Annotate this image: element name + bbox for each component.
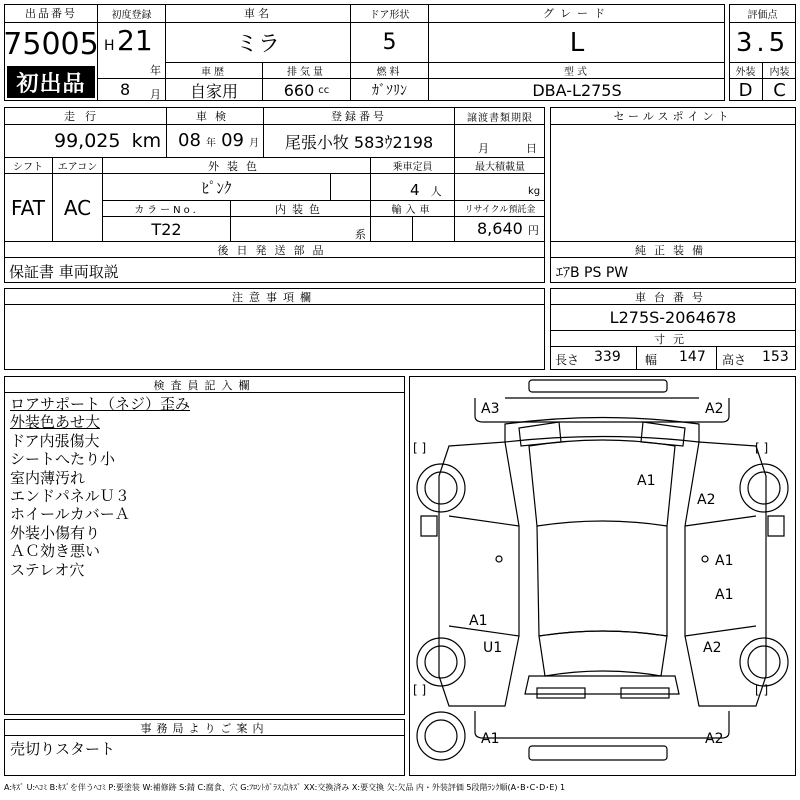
interior-label: 内装 — [769, 67, 790, 78]
length-value: 339 — [594, 349, 621, 365]
bracket-right-bottom: [ ] — [755, 683, 769, 697]
fuel: ｶﾞｿﾘﾝ — [372, 83, 407, 99]
bracket-left-bottom: [ ] — [413, 683, 427, 697]
inspector-notes — [10, 395, 190, 579]
exterior-color-label: 外装色 — [208, 159, 265, 173]
exterior-label: 外装 — [735, 67, 756, 78]
shift-value: FAT — [10, 196, 45, 220]
month-number: 8 — [120, 80, 131, 99]
score-label: 評価点 — [747, 9, 778, 21]
inspector-line: ステレオ穴 — [10, 560, 85, 579]
transfer-day: 日 — [526, 142, 537, 155]
mark-a2-rear-right: A2 — [703, 640, 722, 656]
car-name: ミラ — [235, 32, 280, 57]
chassis-label: 車台番号 — [635, 290, 711, 304]
mark-a3: A3 — [481, 401, 500, 417]
door-count: 5 — [382, 30, 397, 55]
fuel-label: 燃料 — [376, 67, 403, 78]
dimensions-label: 寸元 — [654, 332, 692, 346]
lot-number: 75005 — [3, 26, 99, 62]
import-label: 輸入車 — [391, 205, 434, 216]
recycle-unit: 円 — [527, 224, 539, 237]
color-number: T22 — [151, 220, 182, 239]
transfer-deadline-label: 譲渡書類期限 — [467, 112, 533, 124]
transfer-month: 月 — [478, 142, 489, 155]
history-label: 車歴 — [201, 67, 227, 78]
bracket-left-top: [ ] — [413, 441, 427, 455]
displacement-unit: cc — [318, 84, 330, 96]
mark-a2-right: A2 — [697, 492, 716, 508]
height-value: 153 — [762, 349, 789, 365]
inspection-month-unit: 月 — [249, 138, 260, 149]
inspector-line: 外装色あせ大 — [10, 413, 101, 432]
exterior-grade: D — [738, 79, 753, 101]
inspection-year-unit: 年 — [206, 138, 216, 149]
mark-a1-bottom-left: A1 — [481, 731, 500, 747]
mark-u1: U1 — [483, 640, 503, 656]
model-code-label: 型式 — [564, 67, 590, 78]
capacity-label: 乗車定員 — [392, 162, 433, 173]
max-load-label: 最大積載量 — [475, 162, 525, 173]
first-listing-badge: 初出品 — [7, 66, 95, 98]
capacity — [410, 180, 442, 199]
mark-a1-roof: A1 — [637, 473, 656, 489]
bracket-right-top: [ ] — [755, 441, 769, 455]
capacity-value: 4 — [410, 181, 420, 199]
mileage-value: 99,025 — [54, 130, 121, 152]
month-unit: 月 — [150, 88, 161, 101]
inspector-line: ＡＣ効き悪い — [10, 542, 101, 561]
mark-a2-top-right: A2 — [705, 401, 724, 417]
mark-a1-right-rear: A1 — [715, 587, 734, 603]
inspector-line: 外装小傷有り — [10, 523, 101, 542]
registration-label: 登録番号 — [331, 110, 387, 123]
parts-label: 後日発送部品 — [217, 243, 332, 257]
mileage — [54, 130, 161, 152]
inspector-line: ホイールカバーＡ — [10, 505, 130, 524]
parts-value: 保証書 車両取説 — [9, 263, 119, 281]
notes-label: 注意事項欄 — [232, 290, 317, 304]
ac-label: エアコン — [57, 162, 98, 173]
lot-number-label: 出品番号 — [25, 7, 77, 20]
mark-a2-bottom-right: A2 — [705, 731, 724, 747]
displacement-value: 660 — [283, 80, 315, 100]
door-type-label: ドア形状 — [369, 9, 410, 21]
inspector-line: 室内薄汚れ — [10, 468, 86, 487]
displacement — [263, 79, 350, 101]
inspection-year: 08 — [178, 130, 201, 151]
recycle-deposit — [477, 219, 539, 238]
inspector-line: シートへたり小 — [10, 450, 116, 469]
width-label: 幅 — [645, 353, 658, 367]
mark-a1-left: A1 — [469, 613, 488, 629]
grade: L — [569, 27, 585, 58]
model-code: DBA-L275S — [532, 80, 622, 100]
sales-points-label: セールスポイント — [613, 110, 733, 123]
mileage-label: 走行 — [64, 110, 106, 123]
office-label: 事務局よりご案内 — [140, 721, 269, 735]
inspector-label: 検査員記入欄 — [153, 378, 256, 392]
height-label: 高さ — [722, 353, 747, 367]
ac-value: AC — [63, 196, 92, 220]
history: 自家用 — [189, 81, 238, 101]
equipment-value: ｴｱB PS PW — [556, 265, 629, 281]
interior-color-label: 内装色 — [275, 202, 326, 216]
length-label: 長さ — [555, 353, 580, 367]
inspection-label: 車検 — [196, 110, 234, 123]
score: 3.5 — [735, 27, 790, 58]
exterior-color: ﾋﾟﾝｸ — [201, 178, 232, 197]
color-number-label: カラーNo. — [134, 205, 199, 216]
office-value: 売切りスタート — [10, 740, 116, 758]
shift-label: シフト — [13, 162, 43, 173]
displacement-label: 排気量 — [287, 67, 326, 78]
interior-color-unit: 系 — [355, 228, 366, 241]
first-registration-label: 初度登録 — [111, 9, 152, 21]
grade-label: グレード — [543, 7, 611, 20]
car-diagram — [409, 376, 796, 776]
era: H — [104, 38, 115, 54]
mileage-unit: km — [131, 130, 162, 152]
equipment-label: 純正装備 — [635, 243, 711, 257]
car-name-label: 車名 — [244, 7, 272, 20]
chassis-number: L275S-2064678 — [609, 308, 737, 327]
capacity-unit: 人 — [430, 185, 442, 198]
mark-a1-right-door: A1 — [715, 553, 734, 569]
inspector-line: ロアサポート（ネジ）歪み — [10, 395, 191, 413]
year-unit: 年 — [150, 64, 161, 77]
inspector-line: ドア内張傷大 — [10, 431, 100, 450]
recycle-value: 8,640 — [477, 219, 523, 238]
max-load-unit: kg — [528, 186, 541, 197]
legend: A:ｷｽﾞ U:ﾍｺﾐ B:ｷｽﾞを伴うﾍｺﾐ P:要塗装 W:補修跡 S:錆 C:腐食、穴 G:ﾌﾛﾝﾄｶﾞﾗｽ点ｷｽﾞ XX:交換済み X:要交換 欠:欠品 内・外装評価 5段階ﾗﾝｸ順(A･B･C･D･E) 1 — [4, 783, 566, 792]
inspector-line: エンドパネルＵ３ — [10, 487, 130, 506]
recycle-label: リサイクル預託金 — [464, 205, 536, 215]
width-value: 147 — [679, 349, 706, 365]
interior-grade: C — [773, 79, 786, 101]
inspection-month: 09 — [221, 130, 244, 151]
registration-number: 尾張小牧 583ｳ2198 — [284, 132, 434, 152]
inspection-date — [178, 130, 259, 151]
year-number: 21 — [117, 24, 153, 57]
sales-points-frame — [550, 107, 796, 242]
